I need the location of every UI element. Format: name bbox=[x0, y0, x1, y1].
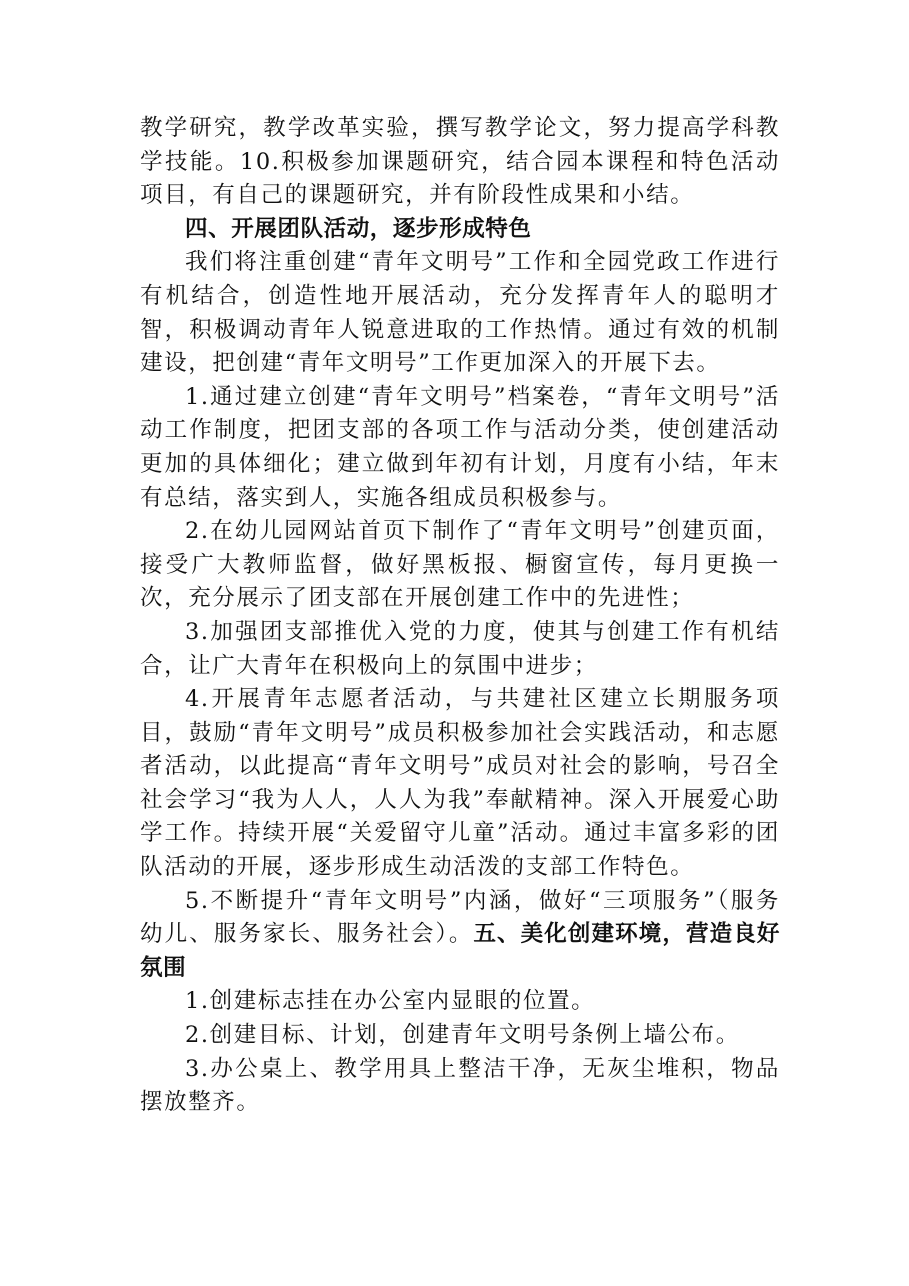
list-item-tidy-desks: 3.办公桌上、教学用具上整洁干净，无灰尘堆积，物品摆放整齐。 bbox=[140, 1055, 780, 1116]
document-page bbox=[140, 112, 780, 1120]
list-item-sign-placement: 1.创建标志挂在办公室内显眼的位置。 bbox=[185, 988, 596, 1015]
paragraph-youth-civilization-intro: 我们将注重创建“青年文明号”工作和全园党政工作进行有机结合，创造性地开展活动，充分发挥青年人的聪明才智，积极调动青年人锐意进取的工作热情。通过有效的机制建设，把创建“青年文明号”工作更加深入的开展下去。 bbox=[140, 249, 780, 377]
list-item-goals-posted: 2.创建目标、计划，创建青年文明号条例上墙公布。 bbox=[185, 1022, 740, 1049]
list-item-three-services bbox=[140, 885, 780, 986]
paragraph-teaching-research: 教学研究，教学改革实验，撰写教学论文，努力提高学科教学技能。10.积极参加课题研究，结合园本课程和特色活动项目，有自己的课题研究，并有阶段性成果和小结。 bbox=[140, 115, 780, 209]
list-item-archive: 1.通过建立创建“青年文明号”档案卷，“青年文明号”活动工作制度，把团支部的各项工作与活动分类，使创建活动更加的具体细化；建立做到年初有计划，月度有小结，年末有总结，落实到人，实施各组成员积极参与。 bbox=[140, 383, 780, 511]
list-item-website-page: 2.在幼儿园网站首页下制作了“青年文明号”创建页面，接受广大教师监督，做好黑板报、橱窗宣传，每月更换一次，充分展示了团支部在开展创建工作中的先进性； bbox=[140, 518, 780, 612]
section-heading-team-activities: 四、开展团队活动，逐步形成特色 bbox=[185, 215, 532, 242]
three-services-text: 5.不断提升“青年文明号”内涵，做好“三项服务”（服务幼儿、服务家长、服务社会）。 bbox=[140, 887, 780, 948]
list-item-volunteer-activities: 4.开展青年志愿者活动，与共建社区建立长期服务项目，鼓励“青年文明号”成员积极参加社会实践活动，和志愿者活动，以此提高“青年文明号”成员对社会的影响，号召全社会学习“我为人人，人人为我”奉献精神。深入开展爱心助学工作。持续开展“关爱留守儿童”活动。通过丰富多彩的团队活动的开展，逐步形成生动活泼的支部工作特色。 bbox=[140, 686, 780, 881]
section-heading-environment: 五、美化创建环境，营造良好氛围 bbox=[140, 921, 780, 981]
list-item-party-recommendation: 3.加强团支部推优入党的力度，使其与创建工作有机结合，让广大青年在积极向上的氛围中进步； bbox=[140, 618, 780, 679]
